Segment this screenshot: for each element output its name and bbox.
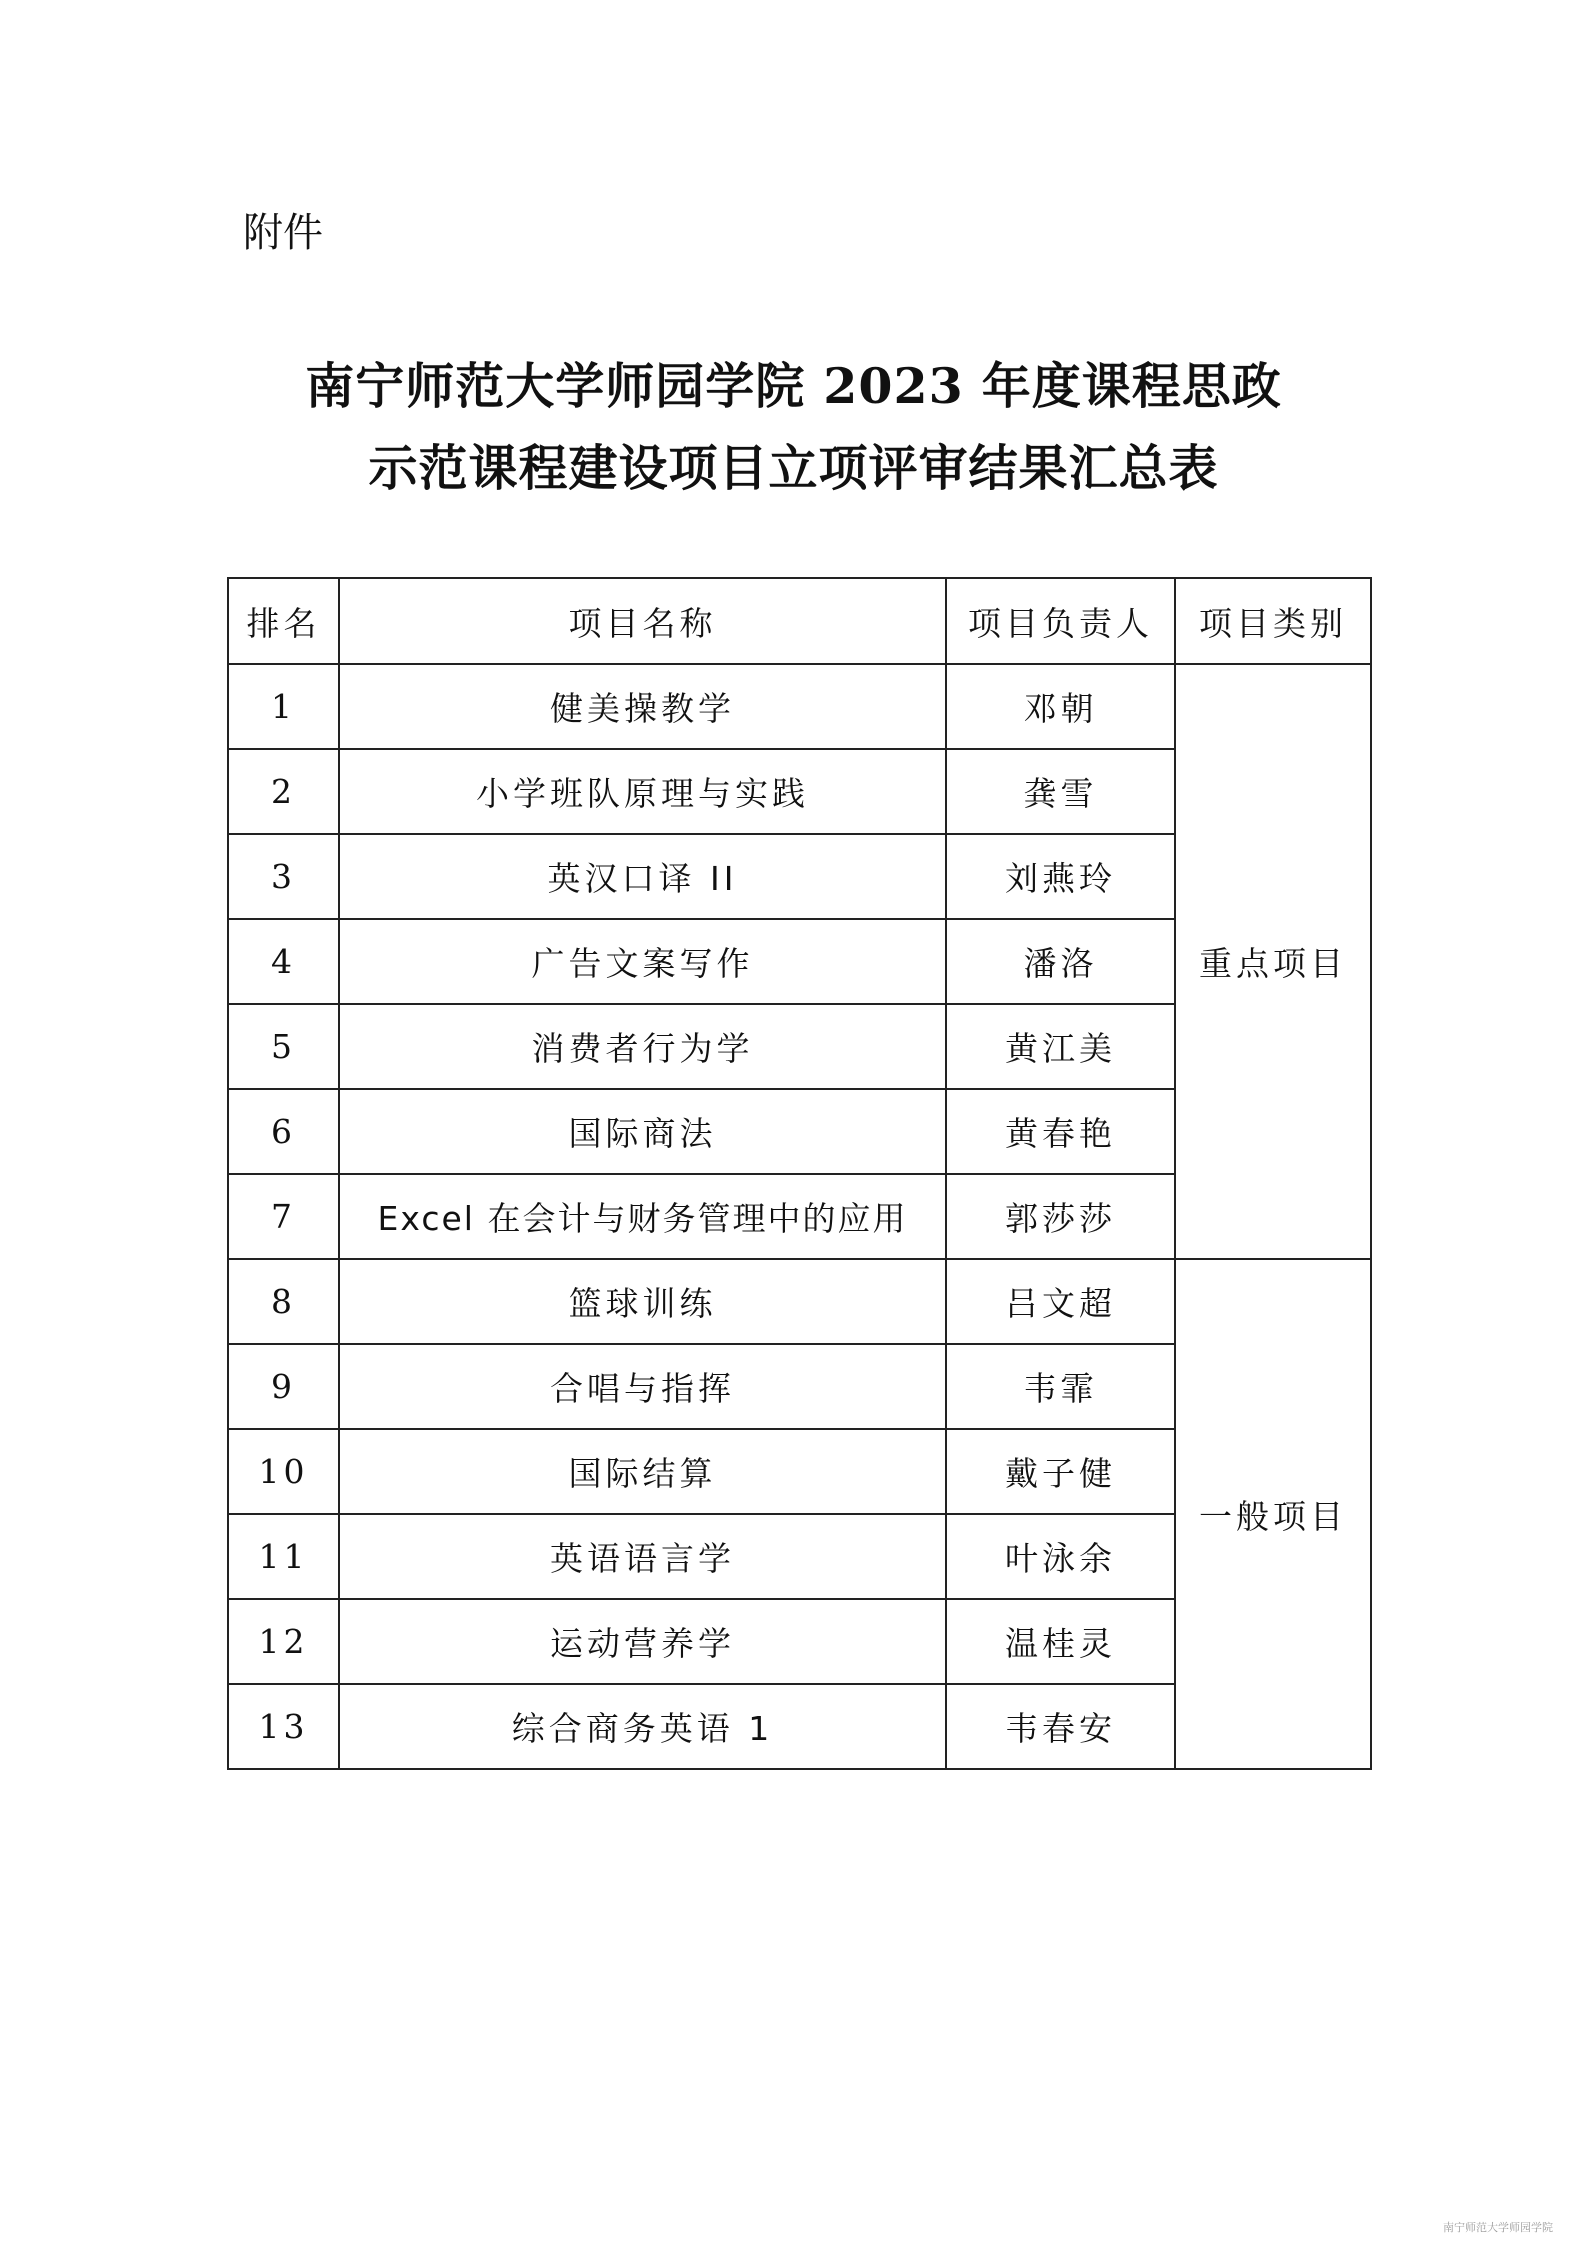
project-leader-cell: 郭莎莎 — [946, 1174, 1175, 1259]
rank-cell: 13 — [228, 1684, 339, 1769]
project-name-cell: 篮球训练 — [339, 1259, 946, 1344]
rank-cell: 8 — [228, 1259, 339, 1344]
table-header-row — [228, 578, 1371, 664]
table-row — [228, 1259, 1371, 1344]
project-name-cell: 英汉口译 II — [339, 834, 946, 919]
footer-watermark: 南宁师范大学师园学院 — [1443, 2221, 1553, 2234]
project-leader-cell: 邓朝 — [946, 664, 1175, 749]
project-name-cell: 运动营养学 — [339, 1599, 946, 1684]
project-name-cell: 健美操教学 — [339, 664, 946, 749]
project-leader-cell: 黄春艳 — [946, 1089, 1175, 1174]
project-leader-cell: 龚雪 — [946, 749, 1175, 834]
results-table — [227, 577, 1372, 1770]
project-name-cell: 国际结算 — [339, 1429, 946, 1514]
project-leader-cell: 刘燕玲 — [946, 834, 1175, 919]
title-line-1: 南宁师范大学师园学院 2023 年度课程思政 — [305, 357, 1282, 415]
header-project-name: 项目名称 — [339, 578, 946, 664]
rank-cell: 10 — [228, 1429, 339, 1514]
project-leader-cell: 黄江美 — [946, 1004, 1175, 1089]
rank-cell: 3 — [228, 834, 339, 919]
header-project-leader: 项目负责人 — [946, 578, 1175, 664]
rank-cell: 11 — [228, 1514, 339, 1599]
project-leader-cell: 吕文超 — [946, 1259, 1175, 1344]
project-name-cell: 小学班队原理与实践 — [339, 749, 946, 834]
category-general-cell: 一般项目 — [1175, 1259, 1371, 1769]
project-name-cell: 国际商法 — [339, 1089, 946, 1174]
rank-cell: 9 — [228, 1344, 339, 1429]
header-rank: 排名 — [228, 578, 339, 664]
rank-cell: 7 — [228, 1174, 339, 1259]
rank-cell: 12 — [228, 1599, 339, 1684]
project-name-cell: 广告文案写作 — [339, 919, 946, 1004]
project-name-cell: Excel 在会计与财务管理中的应用 — [339, 1174, 946, 1259]
project-name-cell: 英语语言学 — [339, 1514, 946, 1599]
project-leader-cell: 叶泳余 — [946, 1514, 1175, 1599]
rank-cell: 2 — [228, 749, 339, 834]
category-key-cell: 重点项目 — [1175, 664, 1371, 1259]
rank-cell: 5 — [228, 1004, 339, 1089]
project-leader-cell: 潘洛 — [946, 919, 1175, 1004]
project-name-cell: 合唱与指挥 — [339, 1344, 946, 1429]
attachment-label: 附件 — [243, 210, 323, 256]
rank-cell: 1 — [228, 664, 339, 749]
project-leader-cell: 戴子健 — [946, 1429, 1175, 1514]
rank-cell: 6 — [228, 1089, 339, 1174]
header-project-category: 项目类别 — [1175, 578, 1371, 664]
table-row — [228, 664, 1371, 749]
project-leader-cell: 韦春安 — [946, 1684, 1175, 1769]
project-name-cell: 综合商务英语 1 — [339, 1684, 946, 1769]
title-line-2: 示范课程建设项目立项评审结果汇总表 — [368, 439, 1219, 497]
document-title — [200, 345, 1387, 509]
project-leader-cell: 韦霏 — [946, 1344, 1175, 1429]
project-leader-cell: 温桂灵 — [946, 1599, 1175, 1684]
project-name-cell: 消费者行为学 — [339, 1004, 946, 1089]
rank-cell: 4 — [228, 919, 339, 1004]
